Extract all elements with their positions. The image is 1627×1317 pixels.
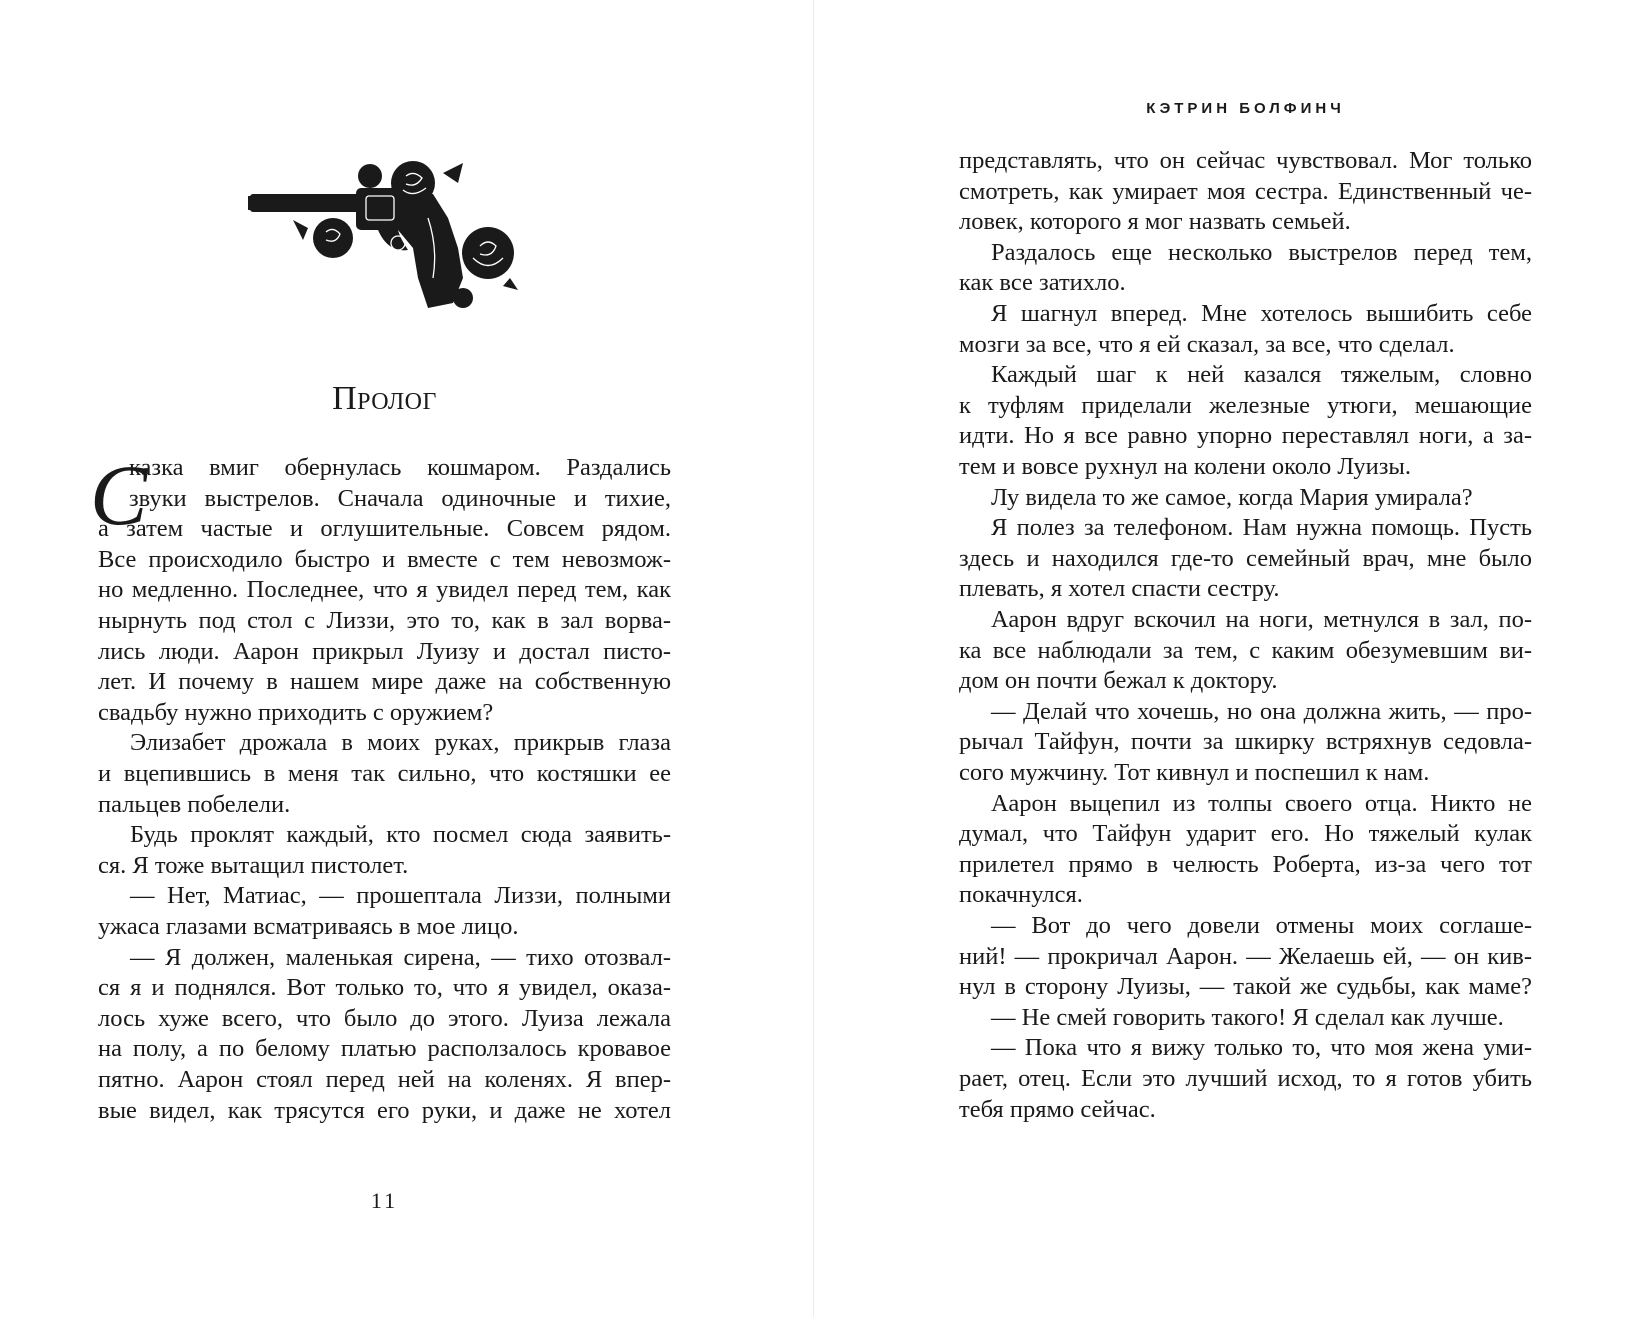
text-line: Аарон выцепил из толпы своего отца. Никто не xyxy=(991,789,1532,817)
text-line: на полу, а по белому платью расползалось кровавое xyxy=(98,1035,671,1063)
text-line: Я полез за телефоном. Нам нужна помощь. Пусть xyxy=(991,514,1532,542)
text-line: сого мужчину. Тот кивнул и поспешил к нам. xyxy=(959,759,1430,786)
text-line: Аарон вдруг вскочил на ноги, метнулся в зал, по- xyxy=(991,606,1532,633)
text-line: пальцев побелели. xyxy=(98,790,291,818)
text-line: плевать, я хотел спасти сестру. xyxy=(959,575,1280,603)
text-line: вые видел, как трясутся его руки, и даже не хотел xyxy=(98,1096,671,1124)
text-line: к туфлям приделали железные утюги, мешающие xyxy=(959,391,1532,419)
text-line: Каждый шаг к ней казался тяжелым, словно xyxy=(991,361,1532,389)
text-line: свадьбу нужно приходить с оружием? xyxy=(98,698,494,726)
text-line: мозги за все, что я ей сказал, за все, что сделал. xyxy=(959,330,1455,358)
text-line: лет. И почему в нашем мире даже на собственную xyxy=(98,668,671,696)
text-line: здесь и находился где-то семейный врач, мне было xyxy=(959,544,1532,572)
text-line: как все затихло. xyxy=(959,269,1126,297)
text-line: нырнуть под стол с Лиззи, это то, как в зал ворва- xyxy=(98,607,671,634)
text-line: — Вот до чего довели отмены моих соглаше- xyxy=(991,912,1532,939)
text-line: — Нет, Матиас, — прошептала Лиззи, полными xyxy=(130,882,671,910)
text-line: лось хуже всего, что было до этого. Луиза лежала xyxy=(98,1004,671,1032)
text-line: но медленно. Последнее, что я увидел перед тем, как xyxy=(98,576,671,604)
text-line: представлять, что он сейчас чувствовал. Мог только xyxy=(959,147,1532,174)
text-line: — Я должен, маленькая сирена, — тихо отозвал- xyxy=(130,943,671,971)
text-line: Раздалось еще несколько выстрелов перед тем, xyxy=(991,238,1532,266)
text-line: думал, что Тайфун ударит его. Но тяжелый кулак xyxy=(959,820,1532,848)
text-line: Я шагнул вперед. Мне хотелось вышибить себе xyxy=(991,300,1532,327)
text-line: идти. Но я все равно упорно переставлял ноги, а за- xyxy=(959,422,1532,450)
text-line: прилетел прямо в челюсть Роберта, из-за чего тот xyxy=(959,850,1532,878)
text-line: и вцепившись в меня так сильно, что костяшки ее xyxy=(98,760,671,787)
text-line: покачнулся. xyxy=(959,881,1083,909)
text-line: нул в сторону Луизы, — такой же судьбы, как маме? xyxy=(959,973,1532,1001)
text-line: тем и вовсе рухнул на колени около Луизы. xyxy=(959,453,1411,480)
page-number: 11 xyxy=(370,1188,399,1213)
text-line: ний! — прокричал Аарон. — Желаешь ей, — он кив- xyxy=(959,942,1532,970)
text-line: пятно. Аарон стоял перед ней на коленях. Я впер- xyxy=(98,1066,671,1093)
text-line: ловек, которого я мог назвать семьей. xyxy=(959,208,1351,236)
text-line: тебя прямо сейчас. xyxy=(959,1095,1156,1123)
text-line: ся я и поднялся. Вот только то, что я увидел, оказа- xyxy=(98,974,671,1002)
text-line: казка вмиг обернулась кошмаром. Раздались xyxy=(129,454,671,481)
text-line: Лу видела то же самое, когда Мария умирала? xyxy=(991,483,1473,511)
text-line: ка все наблюдали за тем, с каким обезумевшим ви- xyxy=(959,636,1532,664)
text-line: — Пока что я вижу только то, что моя жена уми- xyxy=(991,1034,1532,1062)
text-line: ужаса глазами всматриваясь в мое лицо. xyxy=(98,913,519,940)
text-line: Все происходило быстро и вместе с тем невозмож- xyxy=(98,545,671,573)
text-line: смотреть, как умирает моя сестра. Единственный че- xyxy=(959,177,1532,205)
text-line: рычал Тайфун, почти за шкирку встряхнув седовла- xyxy=(959,728,1532,756)
text-line: рает, отец. Если это лучший исход, то я готов убить xyxy=(959,1065,1532,1092)
text-line: а затем частые и оглушительные. Совсем рядом. xyxy=(98,515,671,543)
text-line: — Не смей говорить такого! Я сделал как лучше. xyxy=(991,1003,1504,1031)
text-line: дом он почти бежал к доктору. xyxy=(959,667,1278,695)
text-line: ся. Я тоже вытащил пистолет. xyxy=(98,851,409,879)
text-line: — Делай что хочешь, но она должна жить, — про- xyxy=(991,697,1532,725)
text-line: лись люди. Аарон прикрыл Луизу и достал писто- xyxy=(98,637,671,665)
text-line: Элизабет дрожала в моих руках, прикрыв глаза xyxy=(130,729,671,757)
revolver-roses-ornament-icon xyxy=(248,158,520,313)
text-line: Будь проклят каждый, кто посмел сюда заявить- xyxy=(130,821,671,849)
running-header: КЭТРИН БОЛФИНЧ xyxy=(1146,100,1345,117)
drop-cap: С xyxy=(90,447,148,543)
text-line: звуки выстрелов. Сначала одиночные и тихие, xyxy=(129,484,671,512)
chapter-title: Пролог xyxy=(332,380,437,417)
